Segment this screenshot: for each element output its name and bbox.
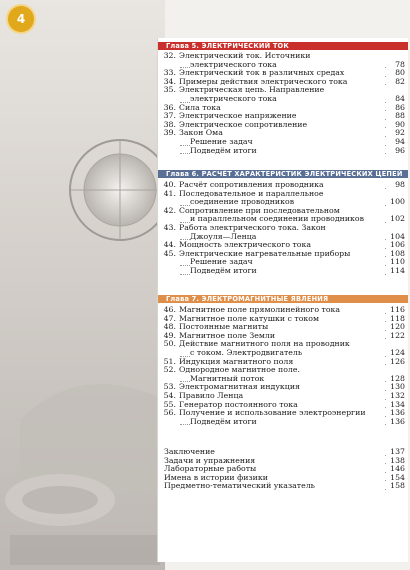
toc-entry: 33. Электрический ток в различных средах 80 xyxy=(158,69,408,78)
appendix xyxy=(158,448,408,491)
toc-entry: Джоуля—Ленца 104 xyxy=(158,233,408,242)
chapter-5 xyxy=(158,42,408,155)
toc-entry: 54. Правило Ленца 132 xyxy=(158,392,408,401)
toc-entry: 40. Расчёт сопротивления проводника 98 xyxy=(158,181,408,190)
toc-entry: с током. Электродвигатель 124 xyxy=(158,349,408,358)
toc-entry: электрического тока 78 xyxy=(158,61,408,70)
toc-entry: 38. Электрическое сопротивление 90 xyxy=(158,121,408,130)
toc-entry: Подведём итоги 96 xyxy=(158,147,408,156)
toc-entry: Задачи и упражнения 138 xyxy=(158,457,408,466)
toc-entry: Магнитный поток 128 xyxy=(158,375,408,384)
toc-entry: Решение задач 110 xyxy=(158,258,408,267)
toc-entry: 32. Электрический ток. Источники xyxy=(158,52,408,61)
toc-entry: Лабораторные работы 146 xyxy=(158,465,408,474)
toc-entry: 39. Закон Ома 92 xyxy=(158,129,408,138)
toc-entry: Подведём итоги 136 xyxy=(158,418,408,427)
toc-entry: 47. Магнитное поле катушки с током 118 xyxy=(158,315,408,324)
toc-entry: 49. Магнитное поле Земли 122 xyxy=(158,332,408,341)
toc-entry: 42. Сопротивление при последовательном xyxy=(158,207,408,216)
toc-entry: 50. Действие магнитного поля на проводник xyxy=(158,340,408,349)
decorative-lab-photo xyxy=(0,0,165,570)
toc-entry: и параллельном соединении проводников 102 xyxy=(158,215,408,224)
page-number-badge xyxy=(8,6,34,32)
toc-entry: 55. Генератор постоянного тока 134 xyxy=(158,401,408,410)
toc-entry: 37. Электрическое напряжение 88 xyxy=(158,112,408,121)
chapter-title: Глава 7. ЭЛЕКТРОМАГНИТНЫЕ ЯВЛЕНИЯ xyxy=(158,295,408,303)
chapter-7 xyxy=(158,295,408,426)
toc-entry: 43. Работа электрического тока. Закон xyxy=(158,224,408,233)
toc-entry: Заключение 137 xyxy=(158,448,408,457)
toc-entry: Имена в истории физики 154 xyxy=(158,474,408,483)
toc-entry: 52. Однородное магнитное поле. xyxy=(158,366,408,375)
chapter-title: Глава 6. РАСЧЁТ ХАРАКТЕРИСТИК ЭЛЕКТРИЧЕСКИХ ЦЕПЕЙ xyxy=(158,170,408,178)
toc-entry: Предметно-тематический указатель 158 xyxy=(158,482,408,491)
chapter-title: Глава 5. ЭЛЕКТРИЧЕСКИЙ ТОК xyxy=(158,42,408,50)
toc-entry: 48. Постоянные магниты 120 xyxy=(158,323,408,332)
chapter-6 xyxy=(158,170,408,276)
toc-entry: 46. Магнитное поле прямолинейного тока 116 xyxy=(158,306,408,315)
toc-entry: Решение задач 94 xyxy=(158,138,408,147)
toc-entry: 36. Сила тока 86 xyxy=(158,104,408,113)
page-number: 4 xyxy=(16,12,26,26)
toc-entry: 34. Примеры действия электрического тока 82 xyxy=(158,78,408,87)
toc-entry: 35. Электрическая цепь. Направление xyxy=(158,86,408,95)
toc-entry: 53. Электромагнитная индукция 130 xyxy=(158,383,408,392)
toc-entry: 41. Последовательное и параллельное xyxy=(158,190,408,199)
toc-entry: 44. Мощность электрического тока 106 xyxy=(158,241,408,250)
toc-entry: соединение проводников 100 xyxy=(158,198,408,207)
toc-entry: 56. Получение и использование электроэнергии 136 xyxy=(158,409,408,418)
table-of-contents xyxy=(158,38,408,562)
toc-entry: Подведём итоги 114 xyxy=(158,267,408,276)
toc-entry: электрического тока 84 xyxy=(158,95,408,104)
toc-entry: 45. Электрические нагревательные приборы 108 xyxy=(158,250,408,259)
toc-entry: 51. Индукция магнитного поля 126 xyxy=(158,358,408,367)
